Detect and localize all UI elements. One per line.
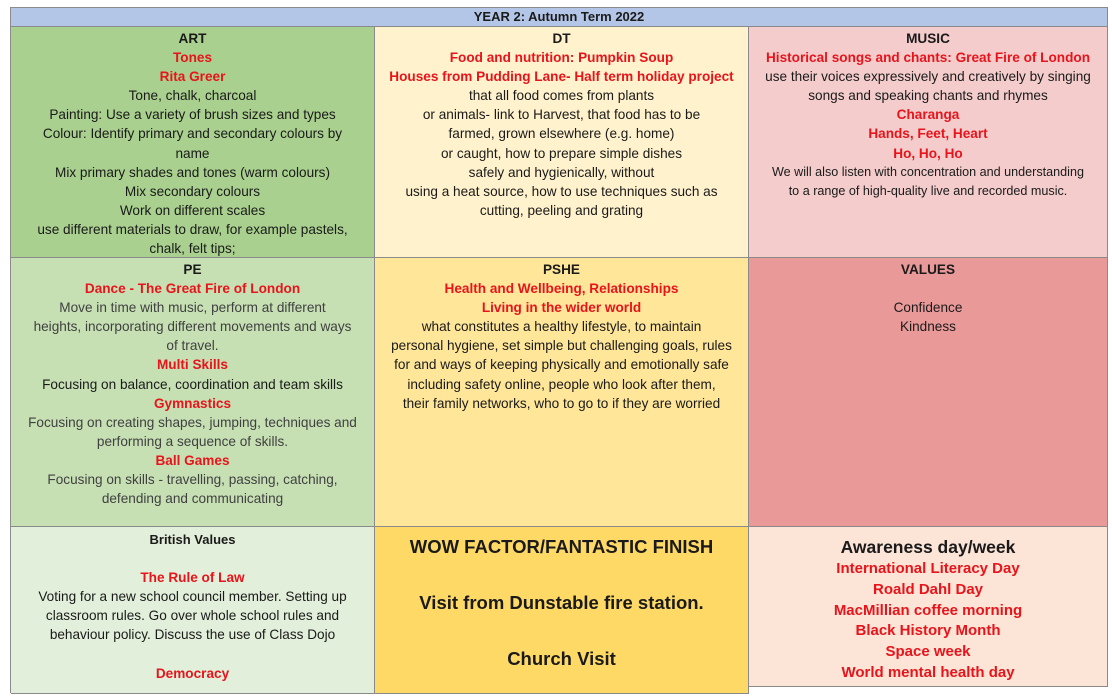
pe-line: Dance - The Great Fire of London	[84, 281, 301, 297]
values-heading: VALUES	[900, 262, 956, 277]
pshe-line: for and ways of keeping physically and emotionally safe	[394, 357, 729, 373]
music-content	[749, 48, 1107, 201]
pe-cell	[11, 258, 375, 527]
art-line: Tones	[172, 50, 213, 66]
art-line: use different materials to draw, for example pastels,	[37, 221, 348, 237]
pe-line: Focusing on balance, coordination and team skills	[42, 376, 343, 392]
awareness-line: International Literacy Day	[836, 560, 1020, 577]
pe-line: Ball Games	[155, 452, 230, 468]
wow-factor-content	[375, 561, 748, 673]
pe-line: Multi Skills	[156, 357, 228, 373]
pe-line: Focusing on creating shapes, jumping, techniques and	[28, 414, 357, 430]
values-cell	[749, 258, 1108, 527]
music-line: Ho, Ho, Ho	[893, 145, 963, 161]
pshe-line: including safety online, people who look after them,	[407, 376, 716, 392]
british-line: Democracy	[155, 665, 230, 681]
pe-content	[11, 279, 374, 508]
dt-line: using a heat source, how to use techniques such as	[405, 183, 718, 199]
dt-cell	[375, 27, 749, 258]
pshe-content	[375, 279, 748, 413]
british-values-content	[11, 549, 374, 683]
pe-line: Focusing on skills - travelling, passing, catching,	[47, 472, 338, 488]
music-line: Hands, Feet, Heart	[868, 126, 988, 142]
british-values-cell	[11, 527, 375, 694]
pe-line: of travel.	[166, 338, 219, 354]
wow-line: Visit from Dunstable fire station.	[419, 592, 704, 613]
art-cell	[11, 27, 375, 258]
awareness-line: Space week	[885, 643, 971, 661]
british-line: classroom rules. Go over whole school rules and	[45, 608, 340, 624]
art-line: Mix primary shades and tones (warm colours)	[55, 164, 330, 180]
music-line: Charanga	[896, 107, 960, 123]
pshe-cell	[375, 258, 749, 527]
art-content	[11, 48, 374, 258]
art-line: chalk, felt tips;	[149, 241, 236, 257]
awareness-line: World mental health day	[841, 663, 1015, 681]
dt-line: Houses from Pudding Lane- Half term holiday project	[389, 69, 734, 85]
pe-line: performing a sequence of skills.	[96, 433, 289, 449]
british-line: behaviour policy. Discuss the use of Class Dojo	[49, 627, 336, 643]
pshe-heading: PSHE	[542, 262, 581, 277]
wow-line	[375, 561, 748, 589]
awareness-line: Roald Dahl Day	[872, 580, 984, 598]
wow-factor-cell	[375, 527, 749, 694]
pe-line: Gymnastics	[153, 395, 232, 411]
wow-factor-heading: WOW FACTOR/FANTASTIC FINISH	[409, 536, 714, 557]
art-line: Colour: Identify primary and secondary colours by	[42, 126, 343, 142]
dt-line: or animals- link to Harvest, that food has to be	[422, 107, 701, 123]
pshe-line: what constitutes a healthy lifestyle, to maintain	[421, 319, 702, 335]
pe-heading: PE	[183, 262, 202, 277]
curriculum-overview-grid	[10, 7, 1108, 693]
pshe-line: Health and Wellbeing, Relationships	[444, 281, 679, 297]
dt-content	[375, 48, 748, 220]
values-line	[749, 279, 1107, 298]
wow-line	[375, 617, 748, 645]
art-line: Work on different scales	[119, 202, 266, 218]
pe-line: defending and communicating	[101, 491, 284, 507]
art-heading: ART	[178, 31, 207, 46]
art-line: Mix secondary colours	[124, 183, 261, 199]
pshe-line: personal hygiene, set simple but challenging goals, rules	[391, 338, 732, 354]
dt-line: or caught, how to prepare simple dishes	[440, 145, 683, 161]
pe-line: Move in time with music, perform at different	[59, 300, 326, 316]
dt-line: safely and hygienically, without	[468, 164, 655, 180]
dt-line: farmed, grown elsewhere (e.g. home)	[448, 126, 675, 142]
british-line: The Rule of Law	[140, 570, 245, 586]
dt-heading: DT	[552, 31, 571, 46]
awareness-line: MacMillian coffee morning	[833, 601, 1023, 619]
music-cell	[749, 27, 1108, 258]
art-line: name	[175, 145, 210, 161]
dt-line: cutting, peeling and grating	[479, 202, 644, 218]
music-line: Historical songs and chants: Great Fire of London	[765, 50, 1091, 66]
pe-line: heights, incorporating different movements and ways	[33, 319, 352, 335]
british-values-heading: British Values	[149, 532, 236, 547]
dt-line: Food and nutrition: Pumpkin Soup	[449, 50, 674, 66]
awareness-content	[749, 559, 1107, 684]
british-line	[11, 549, 374, 568]
page-title: YEAR 2: Autumn Term 2022	[11, 8, 1108, 27]
pshe-line: their family networks, who to go to if they are worried	[402, 395, 721, 411]
british-line: Voting for a new school council member. Setting up	[38, 589, 347, 605]
music-line: We will also listen with concentration and understanding	[772, 164, 1084, 179]
values-content	[749, 279, 1107, 336]
values-line: Confidence	[893, 300, 963, 316]
british-line	[11, 645, 374, 664]
music-line: songs and speaking chants and rhymes	[808, 88, 1048, 104]
music-line: use their voices expressively and creatively by singing	[765, 69, 1091, 85]
awareness-cell	[749, 527, 1108, 687]
awareness-line: Black History Month	[855, 622, 1001, 640]
awareness-heading: Awareness day/week	[840, 537, 1016, 557]
art-line: Painting: Use a variety of brush sizes and types	[49, 107, 336, 123]
art-line: Rita Greer	[159, 69, 226, 85]
music-heading: MUSIC	[906, 31, 950, 46]
dt-line: that all food comes from plants	[468, 88, 655, 104]
art-line: Tone, chalk, charcoal	[128, 88, 257, 104]
wow-line: Church Visit	[507, 648, 616, 669]
values-line: Kindness	[900, 319, 956, 335]
music-line: to a range of high-quality live and recorded music.	[788, 183, 1068, 198]
pshe-line: Living in the wider world	[481, 300, 642, 316]
